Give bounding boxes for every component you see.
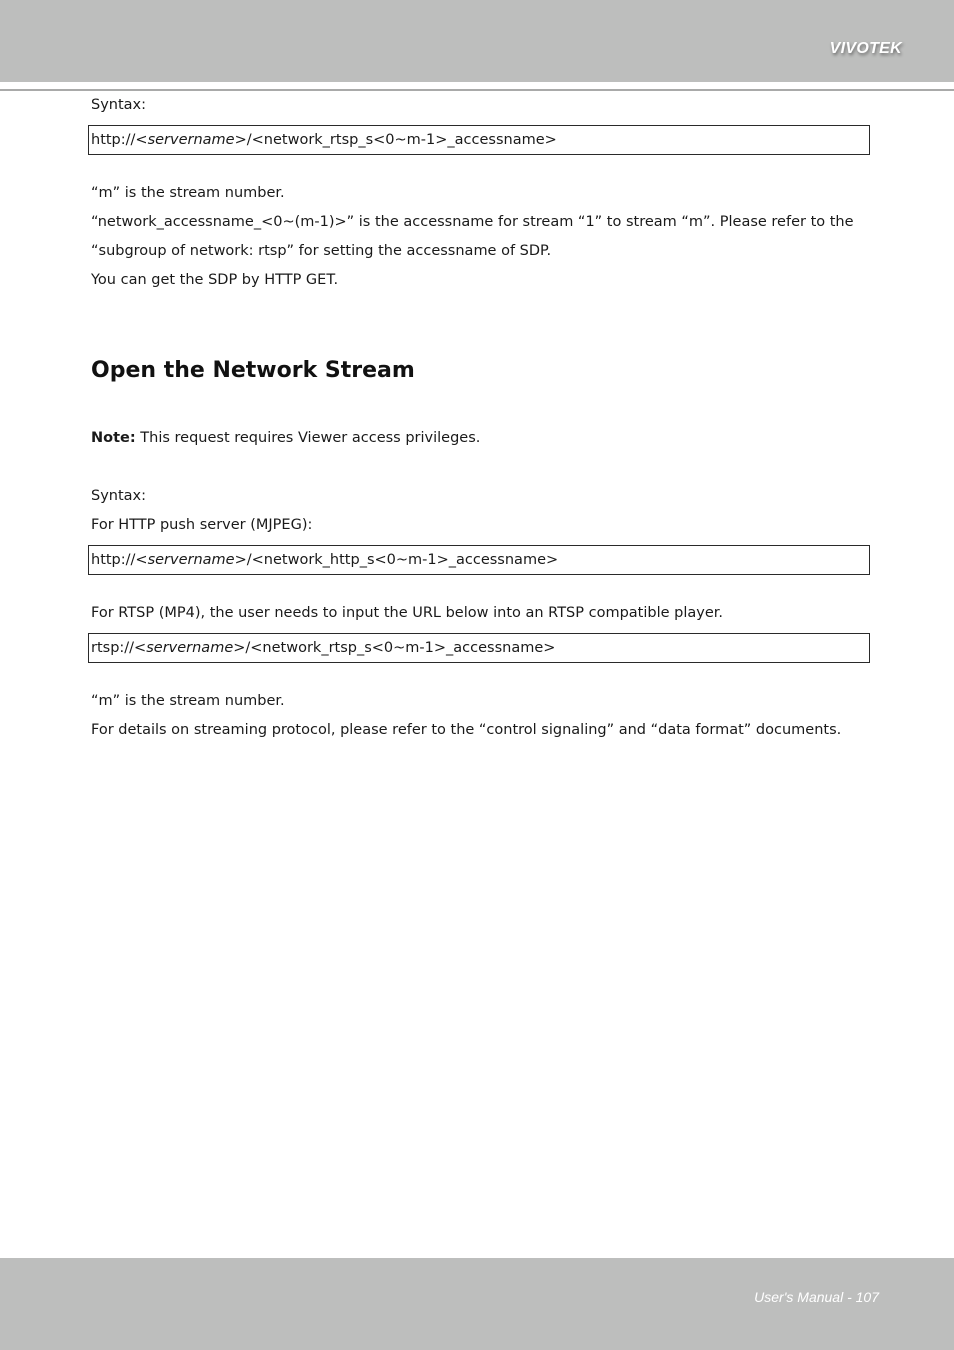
http-push-label: For HTTP push server (MJPEG): [91,517,313,533]
syntax-box-http [88,545,870,575]
note-label: Note: [91,430,136,446]
page-number: User's Manual - 107 [754,1289,879,1305]
syntax-label: Syntax: [91,488,147,504]
page-header [0,0,954,82]
document-body [91,96,871,750]
section-title: Open the Network Stream [91,358,415,383]
spacer [91,458,871,487]
syntax-suffix: >/<network_rtsp_s<0~m-1>_accessname> [234,132,557,148]
note-paragraph [91,429,871,458]
spacer [91,386,871,429]
syntax-label: Syntax: [91,97,147,113]
syntax-suffix: >/<network_http_s<0~m-1>_accessname> [234,552,559,568]
paragraph-stream-number: “m” is the stream number. [91,185,285,201]
syntax-box-rtsp [88,633,870,663]
spacer [91,575,871,604]
syntax-suffix: >/<network_rtsp_s<0~m-1>_accessname> [233,640,556,656]
brand-logo: VIVOTEK [829,40,902,57]
page-footer [0,1258,954,1350]
syntax-prefix: http://< [91,132,148,148]
paragraph-accessname-1: “network_accessname_<0~(m-1)>” is the accessname for stream “1” to stream “m”. Please refer to the [91,214,854,230]
paragraph-stream-number: “m” is the stream number. [91,693,285,709]
paragraph-sdp-get: You can get the SDP by HTTP GET. [91,272,339,288]
note-text: This request requires Viewer access privileges. [135,430,481,446]
header-divider [0,89,954,91]
spacer [91,300,871,356]
syntax-prefix: rtsp://< [91,640,147,656]
syntax-box-rtsp-sdp [88,125,870,155]
syntax-variable: servername [146,640,234,656]
spacer [91,155,871,184]
rtsp-label: For RTSP (MP4), the user needs to input the URL below into an RTSP compatible player. [91,605,723,621]
syntax-variable: servername [147,552,235,568]
paragraph-accessname-2: “subgroup of network: rtsp” for setting the accessname of SDP. [91,243,552,259]
paragraph-protocol-details: For details on streaming protocol, please refer to the “control signaling” and “data format” documents. [91,722,842,738]
spacer [91,663,871,692]
syntax-prefix: http://< [91,552,148,568]
syntax-variable: servername [147,132,235,148]
